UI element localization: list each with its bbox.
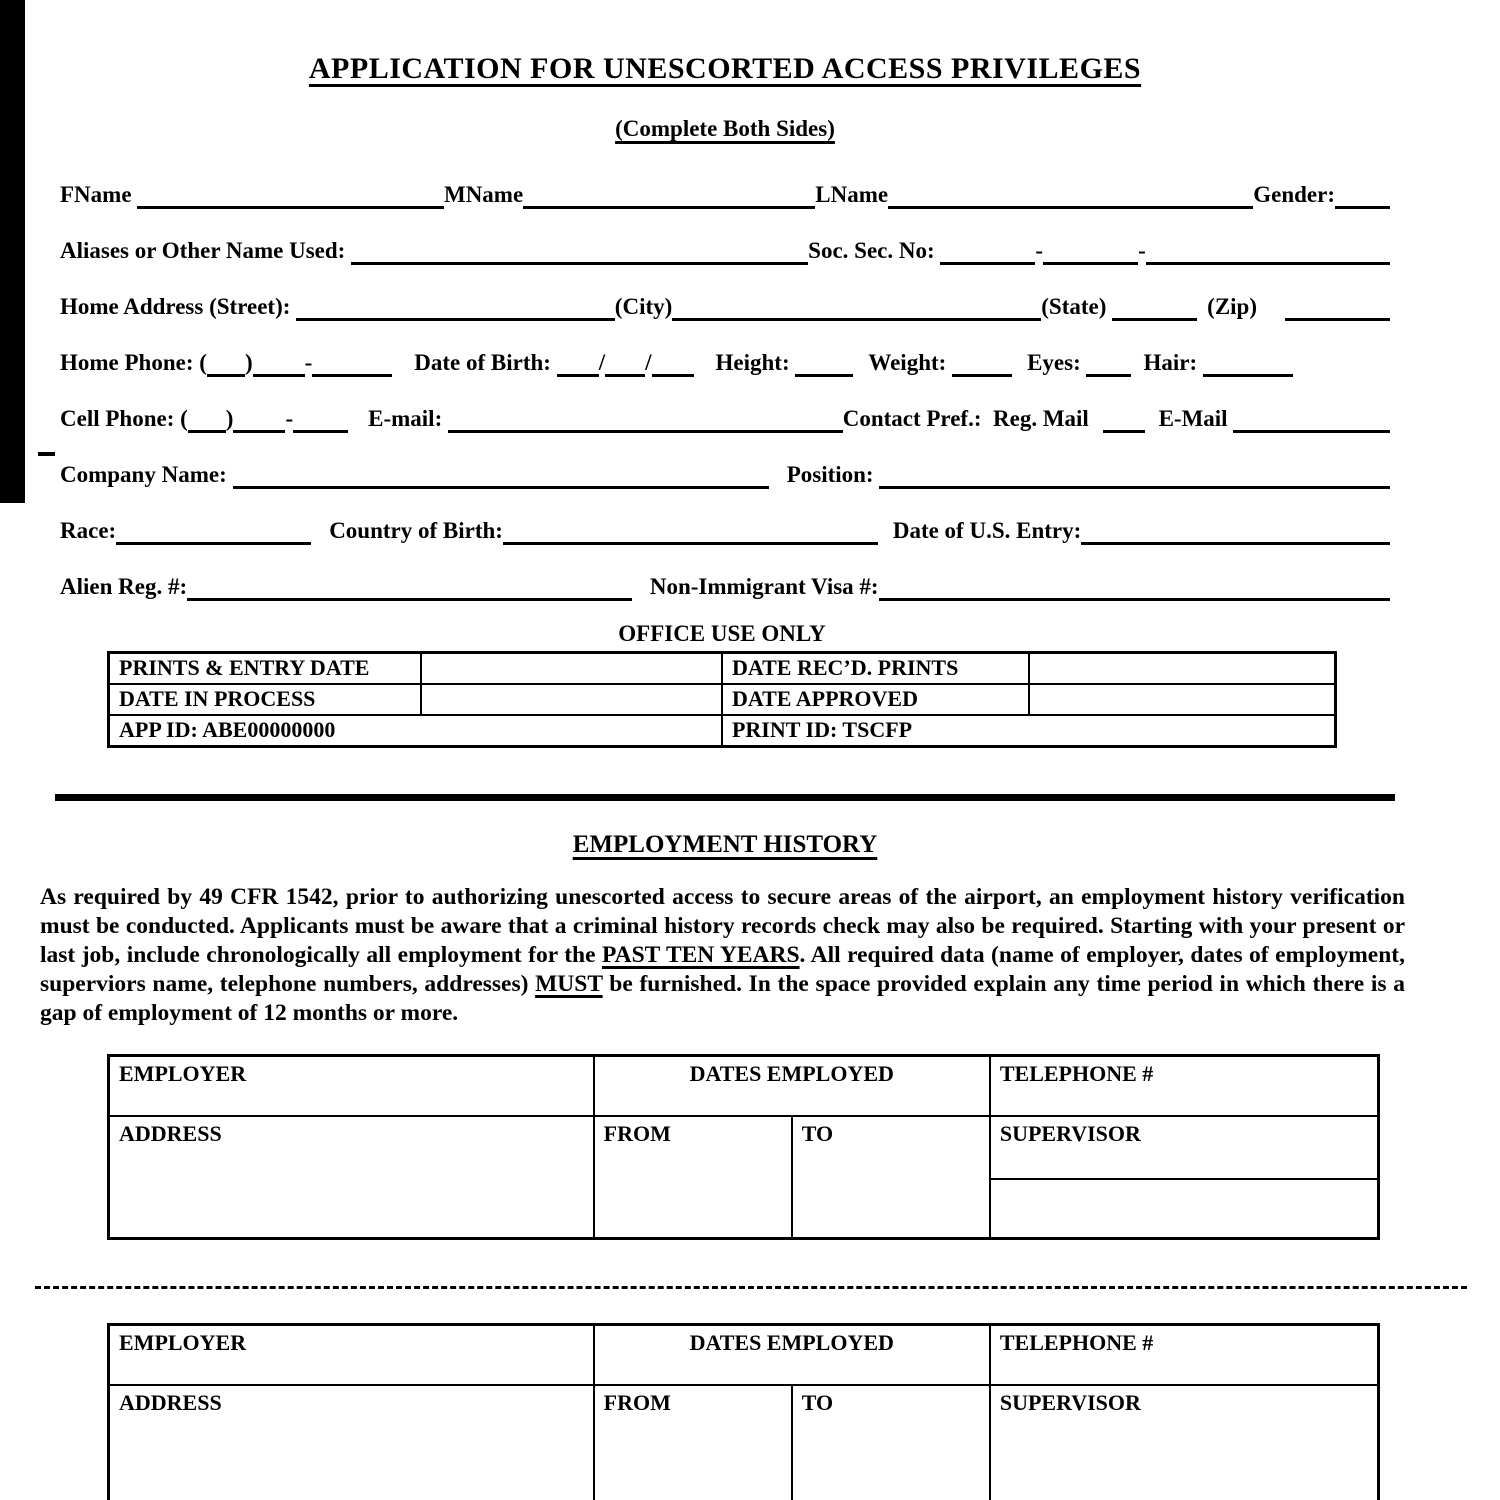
us-entry-label: Date of U.S. Entry:	[892, 518, 1082, 543]
row-phone-dob-physical	[60, 348, 1390, 377]
office-row-2	[109, 684, 1336, 715]
dob-slash-2: /	[645, 350, 652, 375]
row-name	[60, 180, 1390, 209]
row-company-position	[60, 460, 1390, 489]
weight-field-line	[952, 350, 1012, 377]
home-phone-label: Home Phone:	[60, 350, 200, 375]
employment-1-header-row	[109, 1056, 1379, 1117]
employment-history-paragraph	[40, 883, 1405, 1028]
telephone-label: TELEPHONE #	[990, 1056, 1379, 1117]
home-phone-prefix-line	[253, 350, 305, 377]
email-check-line	[1233, 406, 1390, 433]
gender-field-line	[1335, 182, 1390, 209]
home-phone-close-paren: )	[244, 350, 253, 375]
dashed-divider	[35, 1286, 1467, 1289]
cell-phone-close-paren: )	[225, 406, 234, 431]
company-label: Company Name:	[60, 462, 233, 487]
paragraph-text-1: As required by 49 CFR 1542, prior to authorizing unescorted access to secure areas of the airport, an employment history verification must be conducted. Applicants must be aware that a criminal history records check may also be required. Starting with your present or last job, include chronologically all employment for the	[40, 884, 1405, 968]
ssn-label: Soc. Sec. No:	[808, 238, 941, 263]
home-phone-dash: -	[304, 350, 313, 375]
employment-table-2	[107, 1323, 1380, 1500]
weight-label: Weight:	[868, 350, 953, 375]
hair-label: Hair:	[1143, 350, 1203, 375]
supervisor-label: SUPERVISOR	[990, 1385, 1379, 1500]
prints-entry-date-blank-cell	[421, 653, 722, 685]
email-pref-label: E-Mail	[1158, 406, 1234, 431]
date-recd-prints-label: DATE REC’D. PRINTS	[722, 653, 1029, 685]
cell-phone-prefix-line	[233, 406, 285, 433]
contact-pref-label: Contact Pref.:	[842, 406, 994, 431]
dates-employed-label: DATES EMPLOYED	[594, 1325, 990, 1386]
dob-day-line	[605, 350, 645, 377]
form-title: APPLICATION FOR UNESCORTED ACCESS PRIVILEGES	[308, 52, 1142, 85]
office-use-heading: OFFICE USE ONLY	[618, 621, 826, 646]
office-row-3	[109, 715, 1336, 747]
scan-artifact-strip	[0, 0, 25, 503]
home-phone-line-2	[312, 350, 392, 377]
paragraph-text-2: . All required data (name of employer, dates of employment, superviors name, telephone numbers, addresses)	[40, 942, 1405, 997]
home-address-label: Home Address (Street):	[60, 294, 297, 319]
cell-phone-label: Cell Phone:	[60, 406, 181, 431]
reg-mail-check-line	[1103, 406, 1145, 433]
street-field-line	[296, 294, 615, 321]
gender-label: Gender:	[1253, 182, 1335, 207]
cell-phone-open-paren: (	[180, 406, 188, 431]
address-label: ADDRESS	[109, 1385, 594, 1500]
city-field-line	[672, 294, 1041, 321]
race-label: Race:	[60, 518, 117, 543]
mname-field-line	[523, 182, 815, 209]
dob-slash-1: /	[598, 350, 606, 375]
alien-reg-label: Alien Reg. #:	[60, 574, 188, 599]
office-row-1	[109, 653, 1336, 685]
lname-field-line	[888, 182, 1253, 209]
print-id-value: PRINT ID: TSCFP	[722, 715, 1336, 747]
to-label: TO	[792, 1116, 990, 1239]
visa-label: Non-Immigrant Visa #:	[649, 574, 879, 599]
home-phone-area-line	[207, 350, 245, 377]
cell-phone-dash: -	[285, 406, 294, 431]
from-label: FROM	[594, 1116, 792, 1239]
company-field-line	[233, 462, 769, 489]
scan-artifact-dash	[38, 452, 55, 456]
dob-label: Date of Birth:	[414, 350, 557, 375]
row-alien-visa	[60, 572, 1390, 601]
employer-label: EMPLOYER	[109, 1325, 594, 1386]
prints-entry-date-label: PRINTS & ENTRY DATE	[109, 653, 422, 685]
dob-year-line	[652, 350, 694, 377]
fname-label: FName	[60, 182, 138, 207]
date-recd-prints-blank-cell	[1029, 653, 1336, 685]
employment-2-header-row	[109, 1325, 1379, 1386]
supervisor-label: SUPERVISOR	[990, 1116, 1379, 1179]
hair-field-line	[1203, 350, 1293, 377]
past-ten-years-emphasis: PAST TEN YEARS	[602, 942, 800, 968]
must-emphasis: MUST	[535, 971, 603, 997]
visa-field-line	[879, 574, 1390, 601]
state-field-line	[1112, 294, 1197, 321]
ssn-field-line-2	[1043, 238, 1138, 265]
state-label: (State)	[1041, 294, 1113, 319]
office-use-table	[107, 651, 1337, 748]
country-of-birth-label: Country of Birth:	[329, 518, 503, 543]
aliases-field-line	[351, 238, 808, 265]
row-race-country-entry	[60, 516, 1390, 545]
cell-phone-line-2	[293, 406, 348, 433]
position-field-line	[879, 462, 1390, 489]
eyes-field-line	[1086, 350, 1131, 377]
date-in-process-label: DATE IN PROCESS	[109, 684, 422, 715]
dob-month-line	[557, 350, 599, 377]
alien-reg-field-line	[187, 574, 632, 601]
dates-employed-label: DATES EMPLOYED	[594, 1056, 990, 1117]
zip-label: (Zip)	[1207, 294, 1257, 319]
employment-1-detail-row	[109, 1116, 1379, 1179]
row-home-address	[60, 292, 1390, 321]
mname-label: MName	[443, 182, 524, 207]
section-divider-rule	[55, 794, 1395, 801]
email-field-line	[448, 406, 843, 433]
cell-phone-area-line	[188, 406, 226, 433]
ssn-dash-1: -	[1035, 238, 1044, 263]
telephone-label: TELEPHONE #	[990, 1325, 1379, 1386]
city-label: (City)	[614, 294, 673, 319]
ssn-field-line-3	[1146, 238, 1390, 265]
employment-2-detail-row	[109, 1385, 1379, 1500]
eyes-label: Eyes:	[1027, 350, 1087, 375]
zip-field-line	[1285, 294, 1390, 321]
supervisor-blank-cell	[990, 1179, 1379, 1239]
app-id-value: APP ID: ABE00000000	[109, 715, 722, 747]
ssn-field-line-1	[940, 238, 1035, 265]
form-subtitle: (Complete Both Sides)	[615, 116, 835, 141]
height-label: Height:	[715, 350, 796, 375]
employment-history-heading: EMPLOYMENT HISTORY	[572, 831, 878, 858]
position-label: Position:	[786, 462, 880, 487]
country-field-line	[503, 518, 878, 545]
address-label: ADDRESS	[109, 1116, 594, 1239]
date-in-process-blank-cell	[421, 684, 722, 715]
row-cell-email-contact	[60, 404, 1390, 433]
us-entry-field-line	[1081, 518, 1390, 545]
reg-mail-label: Reg. Mail	[993, 406, 1095, 431]
email-label: E-mail:	[368, 406, 448, 431]
date-approved-blank-cell	[1029, 684, 1336, 715]
employer-label: EMPLOYER	[109, 1056, 594, 1117]
fname-field-line	[137, 182, 444, 209]
lname-label: LName	[815, 182, 889, 207]
paragraph-text-3: be furnished. In the space provided explain any time period in which there is a gap of employment of 12 months or more.	[40, 971, 1405, 1026]
from-label: FROM	[594, 1385, 792, 1500]
row-aliases-ssn	[60, 236, 1390, 265]
height-field-line	[795, 350, 853, 377]
ssn-dash-2: -	[1138, 238, 1146, 263]
aliases-label: Aliases or Other Name Used:	[60, 238, 352, 263]
race-field-line	[116, 518, 311, 545]
date-approved-label: DATE APPROVED	[722, 684, 1029, 715]
home-phone-open-paren: (	[199, 350, 207, 375]
employment-table-1	[107, 1054, 1380, 1240]
to-label: TO	[792, 1385, 990, 1500]
